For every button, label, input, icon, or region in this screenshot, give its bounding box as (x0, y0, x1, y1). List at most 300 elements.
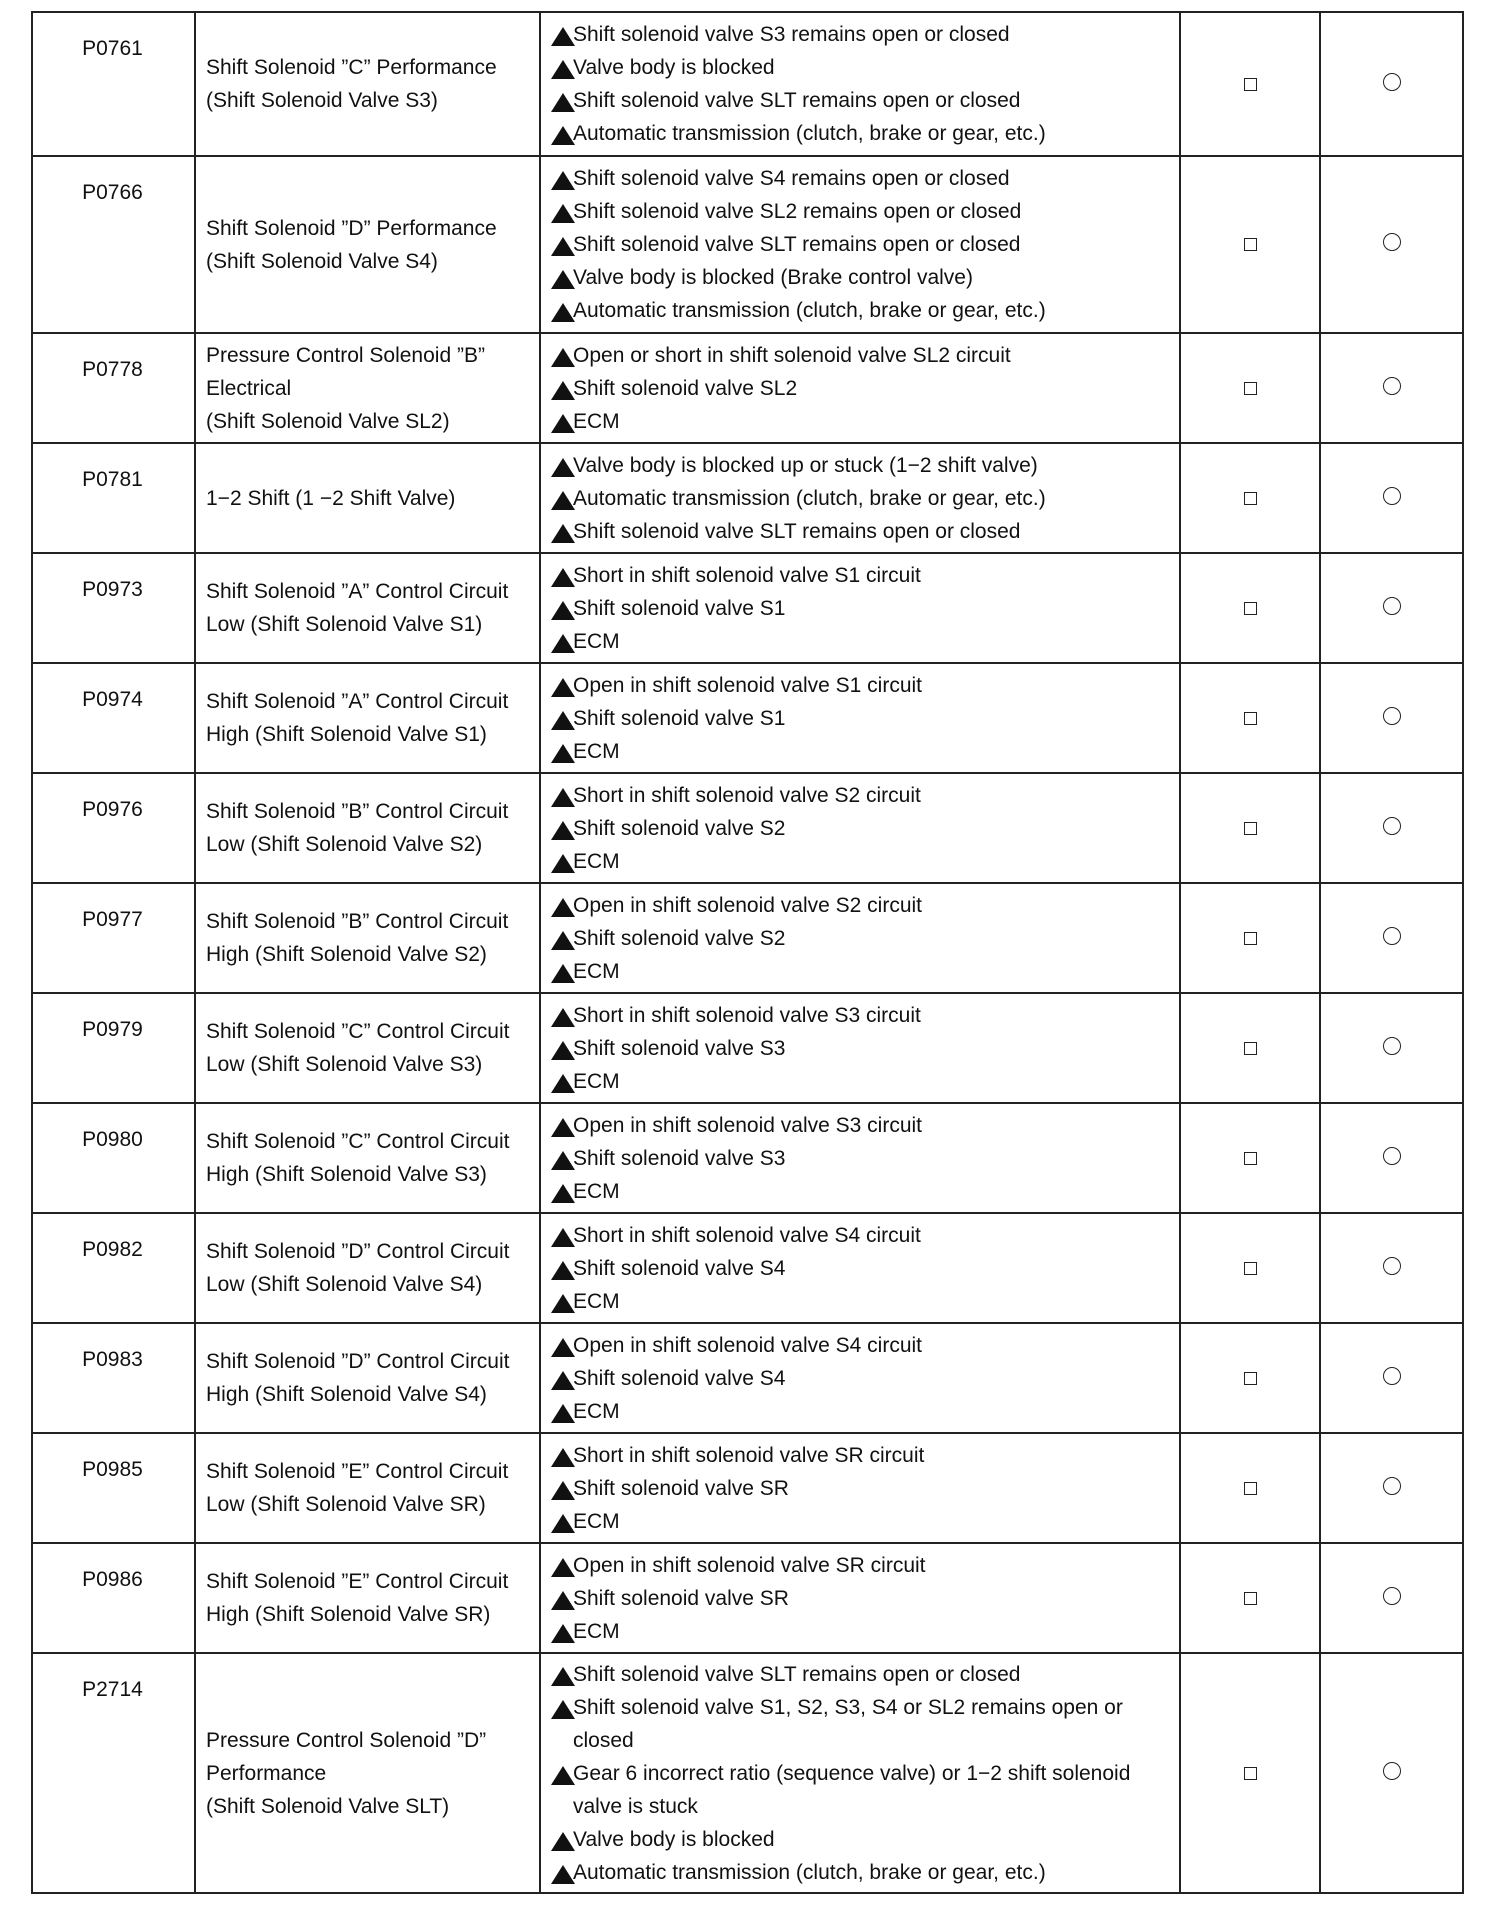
dtc-code-cell (32, 12, 195, 156)
trouble-area-item (551, 592, 1173, 625)
dtc-code: P2714 (82, 1678, 143, 1701)
trouble-area-text: Shift solenoid valve S1, S2, S3, S4 or SL2 remains open or closed (573, 1695, 1123, 1752)
trouble-area-cell (540, 1103, 1180, 1213)
memory-indicator-cell (1320, 1543, 1463, 1653)
triangle-bullet-icon (551, 1294, 575, 1313)
dtc-code-cell (32, 773, 195, 883)
trouble-area-item (551, 1219, 1173, 1252)
trouble-area-text: Gear 6 incorrect ratio (sequence valve) or 1−2 shift solenoid valve is stuck (573, 1761, 1131, 1818)
triangle-bullet-icon (551, 126, 575, 145)
triangle-bullet-icon (551, 303, 575, 322)
trouble-area-item (551, 625, 1173, 658)
square-icon (1244, 1372, 1257, 1385)
triangle-bullet-icon (551, 524, 575, 543)
trouble-area-item (551, 482, 1173, 515)
dtc-table-body (32, 12, 1463, 1893)
trouble-area-text: ECM (573, 1289, 620, 1313)
table-row (32, 993, 1463, 1103)
trouble-area-text: Shift solenoid valve S2 (573, 816, 786, 840)
dtc-code: P0982 (82, 1238, 143, 1261)
trouble-area-text: Automatic transmission (clutch, brake or gear, etc.) (573, 299, 1046, 322)
trouble-area-item (551, 1549, 1173, 1582)
triangle-bullet-icon (551, 60, 575, 79)
trouble-area-item (551, 1065, 1173, 1098)
dtc-code: P0781 (82, 468, 143, 491)
trouble-area-item (551, 228, 1173, 261)
trouble-area-text: Shift solenoid valve SLT remains open or closed (573, 1662, 1021, 1686)
triangle-bullet-icon (551, 1074, 575, 1093)
detection-item-line: Low (Shift Solenoid Valve S3) (206, 1053, 483, 1076)
dtc-code-cell (32, 1433, 195, 1543)
triangle-bullet-icon (551, 348, 575, 367)
circle-icon (1383, 1762, 1401, 1780)
mil-indicator-cell (1180, 1433, 1320, 1543)
trouble-area-item (551, 779, 1173, 812)
trouble-area-item (551, 1856, 1173, 1889)
trouble-area-text: Shift solenoid valve S1 (573, 706, 786, 730)
trouble-area-text: Valve body is blocked up or stuck (1−2 shift valve) (573, 453, 1038, 477)
dtc-code: P0983 (82, 1348, 143, 1371)
mil-indicator-cell (1180, 333, 1320, 443)
dtc-code-cell (32, 663, 195, 773)
dtc-code-cell (32, 1103, 195, 1213)
memory-indicator-cell (1320, 553, 1463, 663)
table-row (32, 1103, 1463, 1213)
trouble-area-text: Shift solenoid valve S3 remains open or closed (573, 23, 1010, 46)
detection-item-line: Shift Solenoid ”E” Control Circuit (206, 1570, 509, 1593)
trouble-area-text: Short in shift solenoid valve S2 circuit (573, 783, 921, 807)
circle-icon (1383, 1037, 1401, 1055)
trouble-area-text: Open in shift solenoid valve S1 circuit (573, 673, 923, 697)
trouble-area-cell (540, 333, 1180, 443)
triangle-bullet-icon (551, 1371, 575, 1390)
square-icon (1244, 78, 1257, 91)
trouble-area-text: Open in shift solenoid valve SR circuit (573, 1553, 926, 1577)
dtc-code: P0766 (82, 181, 143, 204)
trouble-area-cell (540, 1323, 1180, 1433)
memory-indicator-cell (1320, 1103, 1463, 1213)
memory-indicator-cell (1320, 1433, 1463, 1543)
mil-indicator-cell (1180, 883, 1320, 993)
detection-item-cell (195, 883, 540, 993)
mil-indicator-cell (1180, 443, 1320, 553)
dtc-code: P0980 (82, 1128, 143, 1151)
triangle-bullet-icon (551, 744, 575, 763)
trouble-area-item (551, 294, 1173, 327)
trouble-area-item (551, 1142, 1173, 1175)
trouble-area-cell (540, 156, 1180, 333)
circle-icon (1383, 597, 1401, 615)
detection-item-cell (195, 443, 540, 553)
trouble-area-item (551, 1109, 1173, 1142)
trouble-area-text: Shift solenoid valve S2 (573, 926, 786, 950)
trouble-area-cell (540, 1433, 1180, 1543)
trouble-area-text: ECM (573, 409, 620, 433)
triangle-bullet-icon (551, 204, 575, 223)
triangle-bullet-icon (551, 1865, 575, 1884)
memory-indicator-cell (1320, 1213, 1463, 1323)
trouble-area-text: Short in shift solenoid valve S3 circuit (573, 1003, 921, 1027)
square-icon (1244, 932, 1257, 945)
circle-icon (1383, 233, 1401, 251)
trouble-area-text: Automatic transmission (clutch, brake or gear, etc.) (573, 1860, 1046, 1884)
triangle-bullet-icon (551, 1228, 575, 1247)
circle-icon (1383, 817, 1401, 835)
detection-item-cell (195, 1213, 540, 1323)
detection-item-line: Pressure Control Solenoid ”D” (206, 1728, 487, 1752)
detection-item-cell (195, 12, 540, 156)
dtc-code: P0977 (82, 908, 143, 931)
memory-indicator-cell (1320, 883, 1463, 993)
trouble-area-item (551, 405, 1173, 438)
memory-indicator-cell (1320, 993, 1463, 1103)
trouble-area-item (551, 999, 1173, 1032)
triangle-bullet-icon (551, 1041, 575, 1060)
triangle-bullet-icon (551, 898, 575, 917)
table-row (32, 1323, 1463, 1433)
detection-item-cell (195, 156, 540, 333)
triangle-bullet-icon (551, 1118, 575, 1137)
detection-item-cell (195, 1103, 540, 1213)
detection-item-line: Low (Shift Solenoid Valve S1) (206, 613, 483, 636)
trouble-area-item (551, 1582, 1173, 1615)
trouble-area-text: Short in shift solenoid valve SR circuit (573, 1443, 925, 1467)
trouble-area-item (551, 1395, 1173, 1428)
trouble-area-text: Short in shift solenoid valve S4 circuit (573, 1223, 921, 1247)
trouble-area-item (551, 261, 1173, 294)
triangle-bullet-icon (551, 237, 575, 256)
trouble-area-cell (540, 883, 1180, 993)
trouble-area-item (551, 51, 1173, 84)
trouble-area-item (551, 1175, 1173, 1208)
detection-item-line: Shift Solenoid ”C” Control Circuit (206, 1130, 510, 1153)
trouble-area-text: Open in shift solenoid valve S4 circuit (573, 1333, 923, 1357)
triangle-bullet-icon (551, 1008, 575, 1027)
detection-item-line: 1−2 Shift (1 −2 Shift Valve) (206, 486, 456, 510)
trouble-area-text: Short in shift solenoid valve S1 circuit (573, 563, 921, 587)
trouble-area-cell (540, 1213, 1180, 1323)
table-row (32, 1543, 1463, 1653)
table-row (32, 773, 1463, 883)
triangle-bullet-icon (551, 1624, 575, 1643)
dtc-code-cell (32, 1543, 195, 1653)
trouble-area-text: Automatic transmission (clutch, brake or gear, etc.) (573, 122, 1046, 145)
detection-item-line: (Shift Solenoid Valve SLT) (206, 1794, 450, 1818)
dtc-code-cell (32, 333, 195, 443)
trouble-area-item (551, 922, 1173, 955)
triangle-bullet-icon (551, 458, 575, 477)
triangle-bullet-icon (551, 1667, 575, 1686)
trouble-area-text: Shift solenoid valve S4 (573, 1366, 786, 1390)
trouble-area-item (551, 1472, 1173, 1505)
detection-item-line: (Shift Solenoid Valve SL2) (206, 409, 450, 433)
trouble-area-item (551, 1691, 1173, 1757)
dtc-code-cell (32, 443, 195, 553)
mil-indicator-cell (1180, 1323, 1320, 1433)
table-row (32, 443, 1463, 553)
triangle-bullet-icon (551, 27, 575, 46)
memory-indicator-cell (1320, 12, 1463, 156)
circle-icon (1383, 73, 1401, 91)
triangle-bullet-icon (551, 1338, 575, 1357)
memory-indicator-cell (1320, 156, 1463, 333)
circle-icon (1383, 927, 1401, 945)
circle-icon (1383, 1477, 1401, 1495)
trouble-area-text: Open in shift solenoid valve S3 circuit (573, 1113, 923, 1137)
dtc-code-cell (32, 993, 195, 1103)
triangle-bullet-icon (551, 634, 575, 653)
detection-item-line: Low (Shift Solenoid Valve S2) (206, 833, 483, 856)
square-icon (1244, 238, 1257, 251)
trouble-area-text: ECM (573, 1619, 620, 1643)
trouble-area-text: Shift solenoid valve S3 (573, 1146, 786, 1170)
dtc-code-cell (32, 1213, 195, 1323)
trouble-area-text: Shift solenoid valve S3 (573, 1036, 786, 1060)
detection-item-line: Shift Solenoid ”B” Control Circuit (206, 800, 509, 823)
detection-item-line: Shift Solenoid ”C” Control Circuit (206, 1020, 510, 1043)
trouble-area-text: ECM (573, 1399, 620, 1423)
trouble-area-item (551, 1505, 1173, 1538)
circle-icon (1383, 377, 1401, 395)
square-icon (1244, 1767, 1257, 1780)
triangle-bullet-icon (551, 964, 575, 983)
triangle-bullet-icon (551, 678, 575, 697)
mil-indicator-cell (1180, 156, 1320, 333)
triangle-bullet-icon (551, 568, 575, 587)
detection-item-line: Low (Shift Solenoid Valve S4) (206, 1273, 483, 1296)
table-row (32, 1213, 1463, 1323)
trouble-area-text: ECM (573, 1179, 620, 1203)
dtc-code: P0976 (82, 798, 143, 821)
trouble-area-text: Valve body is blocked (Brake control valve) (573, 266, 973, 289)
trouble-area-text: ECM (573, 849, 620, 873)
triangle-bullet-icon (551, 1404, 575, 1423)
triangle-bullet-icon (551, 491, 575, 510)
detection-item-cell (195, 1543, 540, 1653)
trouble-area-text: Open in shift solenoid valve S2 circuit (573, 893, 923, 917)
square-icon (1244, 712, 1257, 725)
dtc-code-cell (32, 553, 195, 663)
square-icon (1244, 492, 1257, 505)
memory-indicator-cell (1320, 443, 1463, 553)
memory-indicator-cell (1320, 1653, 1463, 1893)
triangle-bullet-icon (551, 1184, 575, 1203)
detection-item-line: High (Shift Solenoid Valve S2) (206, 943, 487, 966)
trouble-area-text: ECM (573, 1069, 620, 1093)
detection-item-line: Shift Solenoid ”A” Control Circuit (206, 580, 509, 603)
trouble-area-item (551, 1823, 1173, 1856)
triangle-bullet-icon (551, 381, 575, 400)
trouble-area-item (551, 162, 1173, 195)
trouble-area-item (551, 1362, 1173, 1395)
triangle-bullet-icon (551, 1766, 575, 1785)
dtc-code: P0985 (82, 1458, 143, 1481)
dtc-code: P0761 (82, 37, 143, 60)
triangle-bullet-icon (551, 1700, 575, 1719)
detection-item-line: (Shift Solenoid Valve S4) (206, 249, 438, 273)
circle-icon (1383, 707, 1401, 725)
triangle-bullet-icon (551, 821, 575, 840)
square-icon (1244, 1482, 1257, 1495)
detection-item-cell (195, 1323, 540, 1433)
dtc-table (31, 11, 1464, 1894)
detection-item-cell (195, 1653, 540, 1893)
mil-indicator-cell (1180, 1213, 1320, 1323)
trouble-area-cell (540, 993, 1180, 1103)
trouble-area-text: ECM (573, 739, 620, 763)
triangle-bullet-icon (551, 1481, 575, 1500)
table-row (32, 1653, 1463, 1893)
detection-item-cell (195, 333, 540, 443)
triangle-bullet-icon (551, 270, 575, 289)
trouble-area-text: Shift solenoid valve SLT remains open or closed (573, 233, 1021, 256)
square-icon (1244, 1262, 1257, 1275)
table-row (32, 12, 1463, 156)
trouble-area-item (551, 845, 1173, 878)
trouble-area-item (551, 1329, 1173, 1362)
table-row (32, 156, 1463, 333)
triangle-bullet-icon (551, 601, 575, 620)
trouble-area-text: Automatic transmission (clutch, brake or gear, etc.) (573, 486, 1046, 510)
dtc-code: P0979 (82, 1018, 143, 1041)
detection-item-line: Shift Solenoid ”D” Control Circuit (206, 1240, 510, 1263)
trouble-area-text: ECM (573, 1509, 620, 1533)
mil-indicator-cell (1180, 1543, 1320, 1653)
memory-indicator-cell (1320, 333, 1463, 443)
circle-icon (1383, 1257, 1401, 1275)
square-icon (1244, 1042, 1257, 1055)
trouble-area-text: Shift solenoid valve SL2 (573, 376, 798, 400)
trouble-area-item (551, 1658, 1173, 1691)
trouble-area-cell (540, 553, 1180, 663)
trouble-area-item (551, 889, 1173, 922)
trouble-area-item (551, 372, 1173, 405)
triangle-bullet-icon (551, 1514, 575, 1533)
trouble-area-item (551, 1615, 1173, 1648)
mil-indicator-cell (1180, 993, 1320, 1103)
trouble-area-item (551, 559, 1173, 592)
trouble-area-item (551, 1032, 1173, 1065)
triangle-bullet-icon (551, 1261, 575, 1280)
detection-item-line: High (Shift Solenoid Valve S1) (206, 723, 487, 746)
trouble-area-item (551, 735, 1173, 768)
triangle-bullet-icon (551, 854, 575, 873)
triangle-bullet-icon (551, 414, 575, 433)
table-row (32, 333, 1463, 443)
trouble-area-item (551, 812, 1173, 845)
detection-item-line: Low (Shift Solenoid Valve SR) (206, 1493, 486, 1516)
trouble-area-text: Shift solenoid valve SLT remains open or closed (573, 89, 1021, 112)
table-row (32, 553, 1463, 663)
square-icon (1244, 382, 1257, 395)
detection-item-cell (195, 663, 540, 773)
dtc-code-cell (32, 1323, 195, 1433)
square-icon (1244, 822, 1257, 835)
trouble-area-item (551, 669, 1173, 702)
trouble-area-item (551, 195, 1173, 228)
trouble-area-cell (540, 663, 1180, 773)
trouble-area-text: ECM (573, 959, 620, 983)
circle-icon (1383, 487, 1401, 505)
detection-item-cell (195, 993, 540, 1103)
trouble-area-text: Shift solenoid valve SR (573, 1476, 789, 1500)
circle-icon (1383, 1587, 1401, 1605)
table-row (32, 883, 1463, 993)
square-icon (1244, 1592, 1257, 1605)
dtc-code-cell (32, 1653, 195, 1893)
trouble-area-item (551, 117, 1173, 150)
memory-indicator-cell (1320, 663, 1463, 773)
detection-item-cell (195, 553, 540, 663)
trouble-area-text: Shift solenoid valve SLT remains open or closed (573, 519, 1021, 543)
detection-item-line: (Shift Solenoid Valve S3) (206, 89, 438, 112)
square-icon (1244, 602, 1257, 615)
triangle-bullet-icon (551, 1448, 575, 1467)
trouble-area-item (551, 84, 1173, 117)
detection-item-line: Performance (206, 1761, 327, 1785)
detection-item-line: High (Shift Solenoid Valve S3) (206, 1163, 487, 1186)
mil-indicator-cell (1180, 1653, 1320, 1893)
trouble-area-item (551, 1285, 1173, 1318)
trouble-area-item (551, 1252, 1173, 1285)
circle-icon (1383, 1147, 1401, 1165)
trouble-area-item (551, 1757, 1173, 1823)
triangle-bullet-icon (551, 171, 575, 190)
detection-item-line: High (Shift Solenoid Valve S4) (206, 1383, 487, 1406)
mil-indicator-cell (1180, 12, 1320, 156)
trouble-area-item (551, 339, 1173, 372)
triangle-bullet-icon (551, 1151, 575, 1170)
dtc-code: P0973 (82, 578, 143, 601)
mil-indicator-cell (1180, 773, 1320, 883)
detection-item-line: Shift Solenoid ”D” Control Circuit (206, 1350, 510, 1373)
trouble-area-cell (540, 12, 1180, 156)
trouble-area-text: Shift solenoid valve SR (573, 1586, 789, 1610)
trouble-area-item (551, 515, 1173, 548)
table-row (32, 1433, 1463, 1543)
detection-item-cell (195, 1433, 540, 1543)
triangle-bullet-icon (551, 1832, 575, 1851)
trouble-area-text: ECM (573, 629, 620, 653)
square-icon (1244, 1152, 1257, 1165)
detection-item-line: Shift Solenoid ”B” Control Circuit (206, 910, 509, 933)
triangle-bullet-icon (551, 93, 575, 112)
mil-indicator-cell (1180, 663, 1320, 773)
trouble-area-item (551, 18, 1173, 51)
detection-item-line: Pressure Control Solenoid ”B” (206, 343, 485, 367)
triangle-bullet-icon (551, 1558, 575, 1577)
detection-item-line: Electrical (206, 376, 292, 400)
mil-indicator-cell (1180, 1103, 1320, 1213)
trouble-area-cell (540, 443, 1180, 553)
detection-item-cell (195, 773, 540, 883)
detection-item-line: Shift Solenoid ”A” Control Circuit (206, 690, 509, 713)
dtc-code: P0974 (82, 688, 143, 711)
trouble-area-text: Valve body is blocked (573, 1827, 775, 1851)
trouble-area-text: Open or short in shift solenoid valve SL2 circuit (573, 343, 1011, 367)
trouble-area-text: Valve body is blocked (573, 56, 775, 79)
detection-item-line: Shift Solenoid ”D” Performance (206, 216, 497, 240)
trouble-area-text: Shift solenoid valve S1 (573, 596, 786, 620)
detection-item-line: Shift Solenoid ”E” Control Circuit (206, 1460, 509, 1483)
memory-indicator-cell (1320, 1323, 1463, 1433)
triangle-bullet-icon (551, 931, 575, 950)
dtc-code-cell (32, 883, 195, 993)
circle-icon (1383, 1367, 1401, 1385)
dtc-code: P0986 (82, 1568, 143, 1591)
memory-indicator-cell (1320, 773, 1463, 883)
trouble-area-text: Shift solenoid valve S4 remains open or closed (573, 167, 1010, 190)
